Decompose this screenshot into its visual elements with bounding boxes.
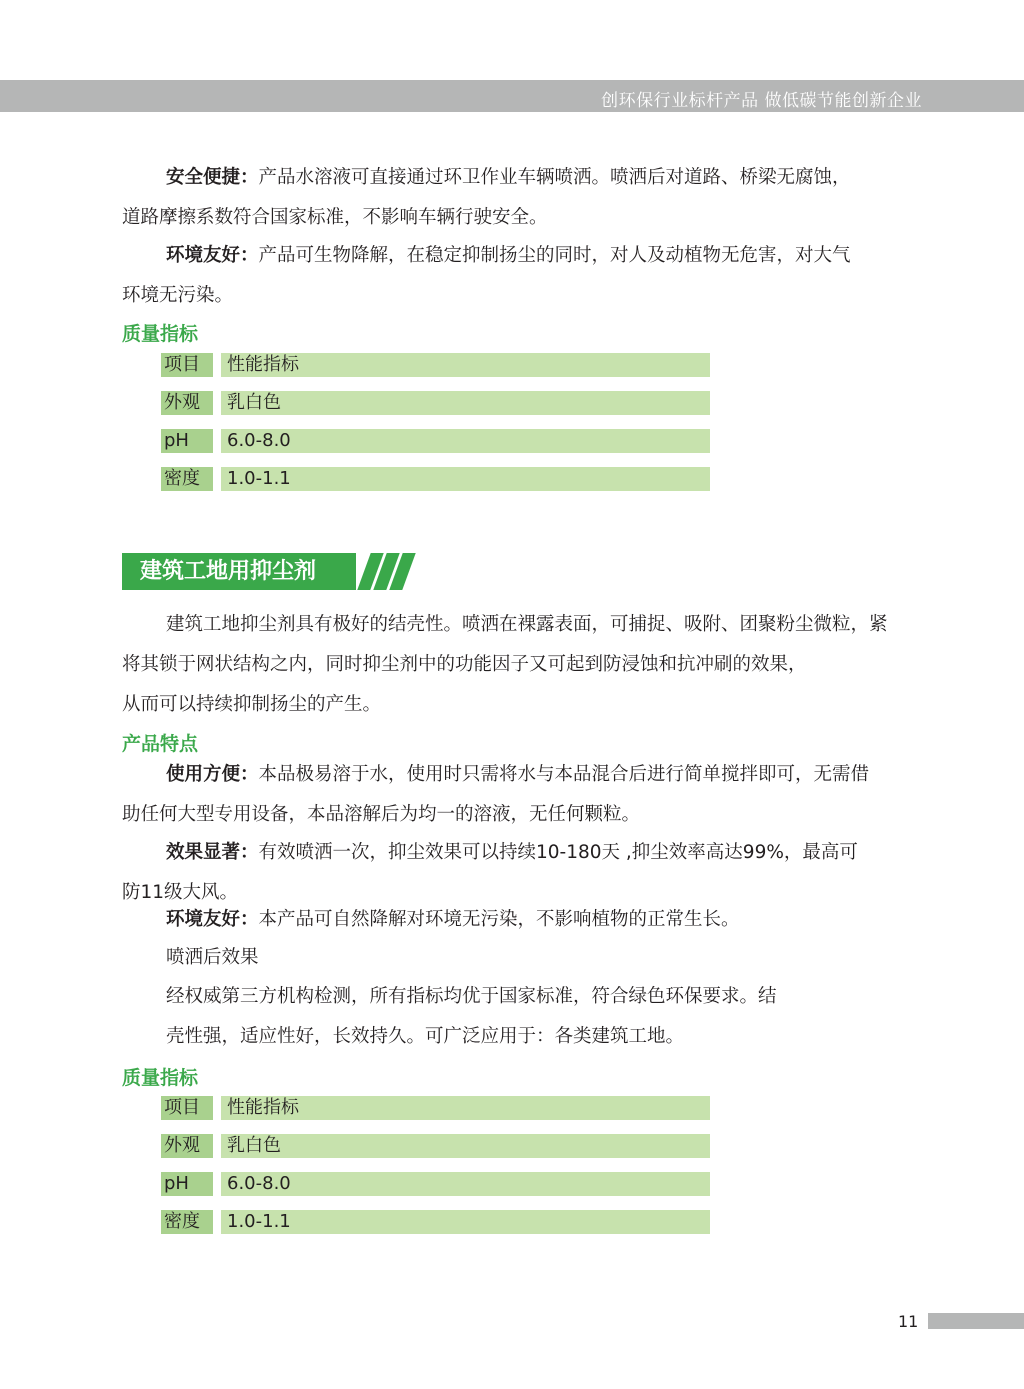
feature-text: 本品极易溶于水，使用时只需将水与本品混合后进行简单搅拌即可，无需借 [258, 764, 870, 785]
feature-label: 安全便捷： [166, 167, 259, 188]
spec-value: 6.0-8.0 [227, 1173, 291, 1194]
spec-row [161, 391, 710, 415]
feature-text: 本产品可自然降解对环境无污染，不影响植物的正常生长。 [258, 909, 740, 930]
feature-text-cont: 道路摩擦系数符合国家标准，不影响车辆行驶安全。 [122, 207, 548, 228]
spec-row [161, 467, 710, 491]
page-number: 11 [898, 1312, 919, 1331]
after-spray-caption [122, 938, 912, 978]
quality-heading: 质量指标 [122, 1067, 199, 1089]
feature-text: 产品水溶液可直接通过环卫作业车辆喷洒。喷洒后对道路、桥梁无腐蚀， [258, 167, 851, 188]
section-title: 建筑工地用抑尘剂 [122, 553, 356, 590]
intro-line: 建筑工地抑尘剂具有极好的结壳性。喷洒在裸露表面，可捕捉、吸附、团聚粉尘微粒，紧 [166, 614, 888, 635]
intro-line: 从而可以持续抑制扬尘的产生。 [122, 694, 382, 715]
spec-key: pH [161, 429, 213, 453]
spec-value: 乳白色 [227, 392, 281, 413]
spec-table [161, 353, 710, 505]
spec-value: 乳白色 [227, 1135, 281, 1156]
feature-label: 效果显著： [166, 842, 259, 863]
spec-row [161, 1210, 710, 1234]
spec-row [161, 429, 710, 453]
feature-easy-use [122, 755, 912, 835]
feature-text-cont: 助任何大型专用设备，本品溶解后为均一的溶液，无任何颗粒。 [122, 804, 641, 825]
feature-text-cont: 环境无污染。 [122, 285, 234, 306]
feature-safety [122, 158, 912, 238]
spec-value: 1.0-1.1 [227, 1211, 291, 1232]
header-slogan: 创环保行业标杆产品 做低碳节能创新企业 [601, 91, 922, 111]
spec-key: 外观 [161, 391, 213, 415]
header-band [0, 80, 1024, 112]
features-heading: 产品特点 [122, 733, 199, 755]
feature-text: 有效喷洒一次，抑尘效果可以持续10-180天 ,抑尘效率高达99%，最高可 [258, 842, 858, 863]
spec-value: 性能指标 [227, 354, 299, 375]
spec-value: 6.0-8.0 [227, 430, 291, 451]
spec-row [161, 1134, 710, 1158]
spec-key: 外观 [161, 1134, 213, 1158]
spec-key: 项目 [161, 353, 213, 377]
spec-table [161, 1096, 710, 1248]
spec-key: 密度 [161, 1210, 213, 1234]
after-spray-text: 喷洒后效果 [166, 947, 259, 968]
feature-eco-2 [122, 900, 912, 940]
spec-row [161, 353, 710, 377]
spec-row [161, 1172, 710, 1196]
footer-bar [928, 1313, 1024, 1329]
feature-text-cont: 防11级大风。 [122, 882, 239, 903]
spec-key: 密度 [161, 467, 213, 491]
intro-line: 将其锁于网状结构之内，同时抑尘剂中的功能因子又可起到防浸蚀和抗冲刷的效果， [122, 654, 807, 675]
feature-label: 使用方便： [166, 764, 259, 785]
summary-line: 经权威第三方机构检测，所有指标均优于国家标准，符合绿色环保要求。结 [166, 986, 777, 1007]
feature-eco [122, 236, 912, 316]
summary-paragraph [122, 977, 912, 1057]
quality-heading: 质量指标 [122, 323, 199, 345]
feature-text: 产品可生物降解，在稳定抑制扬尘的同时，对人及动植物无危害，对大气 [258, 245, 851, 266]
spec-key: pH [161, 1172, 213, 1196]
spec-value: 性能指标 [227, 1097, 299, 1118]
spec-row [161, 1096, 710, 1120]
spec-key: 项目 [161, 1096, 213, 1120]
spec-value: 1.0-1.1 [227, 468, 291, 489]
intro-paragraph [122, 605, 912, 725]
summary-line: 壳性强，适应性好，长效持久。可广泛应用于：各类建筑工地。 [166, 1026, 685, 1047]
feature-label: 环境友好： [166, 909, 259, 930]
feature-label: 环境友好： [166, 245, 259, 266]
